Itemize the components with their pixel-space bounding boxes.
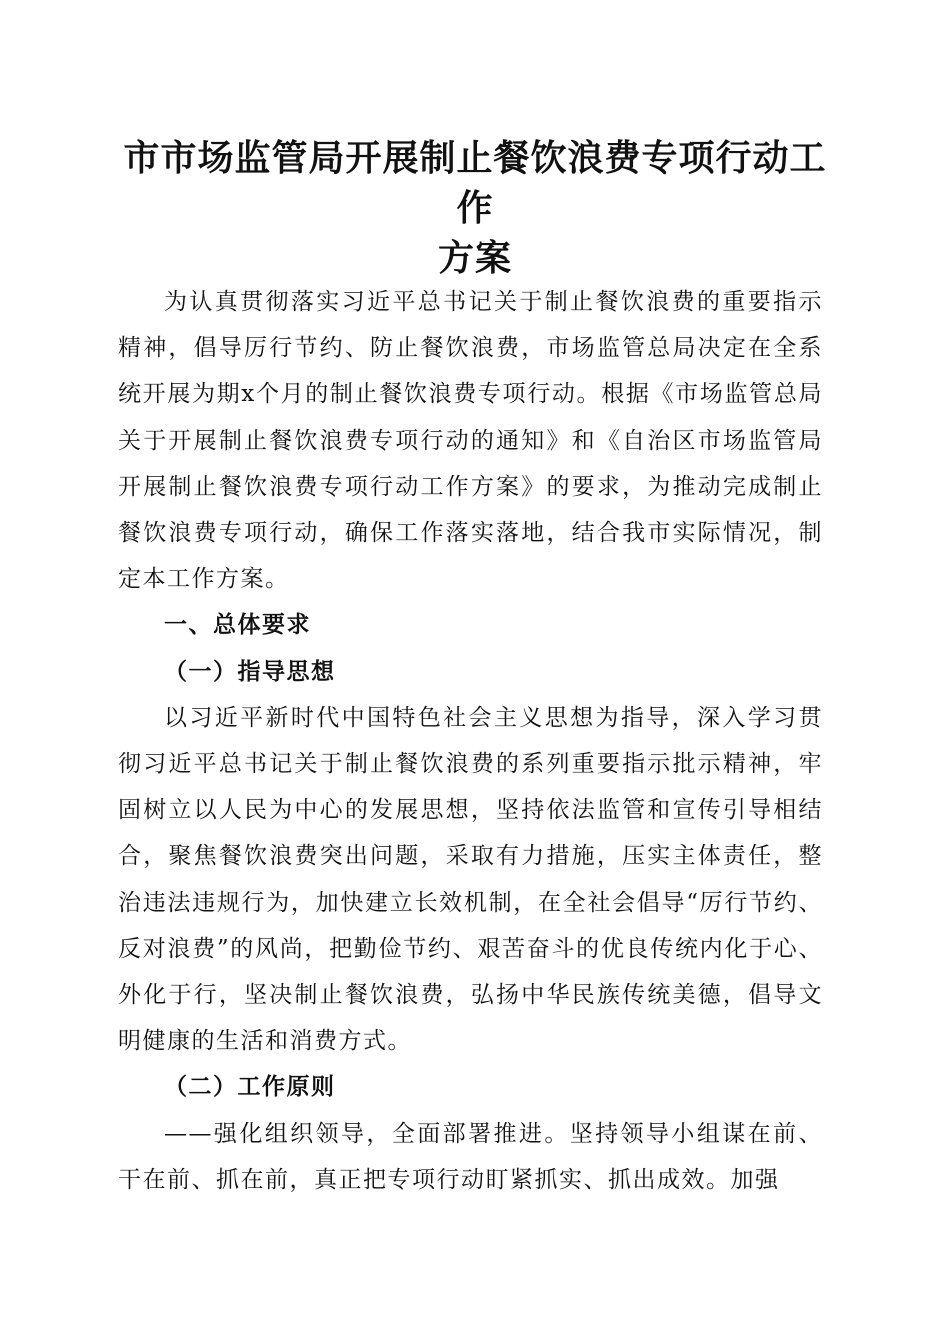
document-body <box>118 279 823 1203</box>
document-title <box>110 133 840 283</box>
document-title-line-1: 市市场监管局开展制止餐饮浪费专项行动工作 <box>123 137 827 229</box>
document-title-line-2: 方案 <box>437 237 512 279</box>
work-principles-paragraph: ——强化组织领导，全面部署推进。坚持领导小组谋在前、干在前、抓在前，真正把专项行动盯紧抓实、抓出成效。加强 <box>118 1120 823 1193</box>
guiding-ideology-paragraph: 以习近平新时代中国特色社会主义思想为指导，深入学习贯彻习近平总书记关于制止餐饮浪费的系列重要指示批示精神，牢固树立以人民为中心的发展思想，坚持依法监管和宣传引导相结合，聚焦餐饮浪费突出问题，采取有力措施，压实主体责任，整治违法违规行为，加快建立长效机制，在全社会倡导“厉行节约、反对浪费”的风尚，把勤俭节约、艰苦奋斗的优良传统内化于心、外化于行，坚决制止餐饮浪费，弘扬中华民族传统美德，倡导文明健康的生活和消费方式。 <box>118 704 823 1055</box>
section-heading-general-requirements: 一、总体要求 <box>164 612 311 639</box>
subsection-heading-guiding-ideology: （一）指导思想 <box>164 657 336 685</box>
intro-paragraph: 为认真贯彻落实习近平总书记关于制止餐饮浪费的重要指示精神，倡导厉行节约、防止餐饮浪费，市场监管总局决定在全系统开展为期x个月的制止餐饮浪费专项行动。根据《市场监管总局关于开展制止餐饮浪费专项行动的通知》和《自治区市场监管局开展制止餐饮浪费专项行动工作方案》的要求，为推动完成制止餐饮浪费专项行动，确保工作落实落地，结合我市实际情况，制定本工作方案。 <box>118 289 823 593</box>
subsection-heading-work-principles: （二）工作原则 <box>164 1073 336 1101</box>
